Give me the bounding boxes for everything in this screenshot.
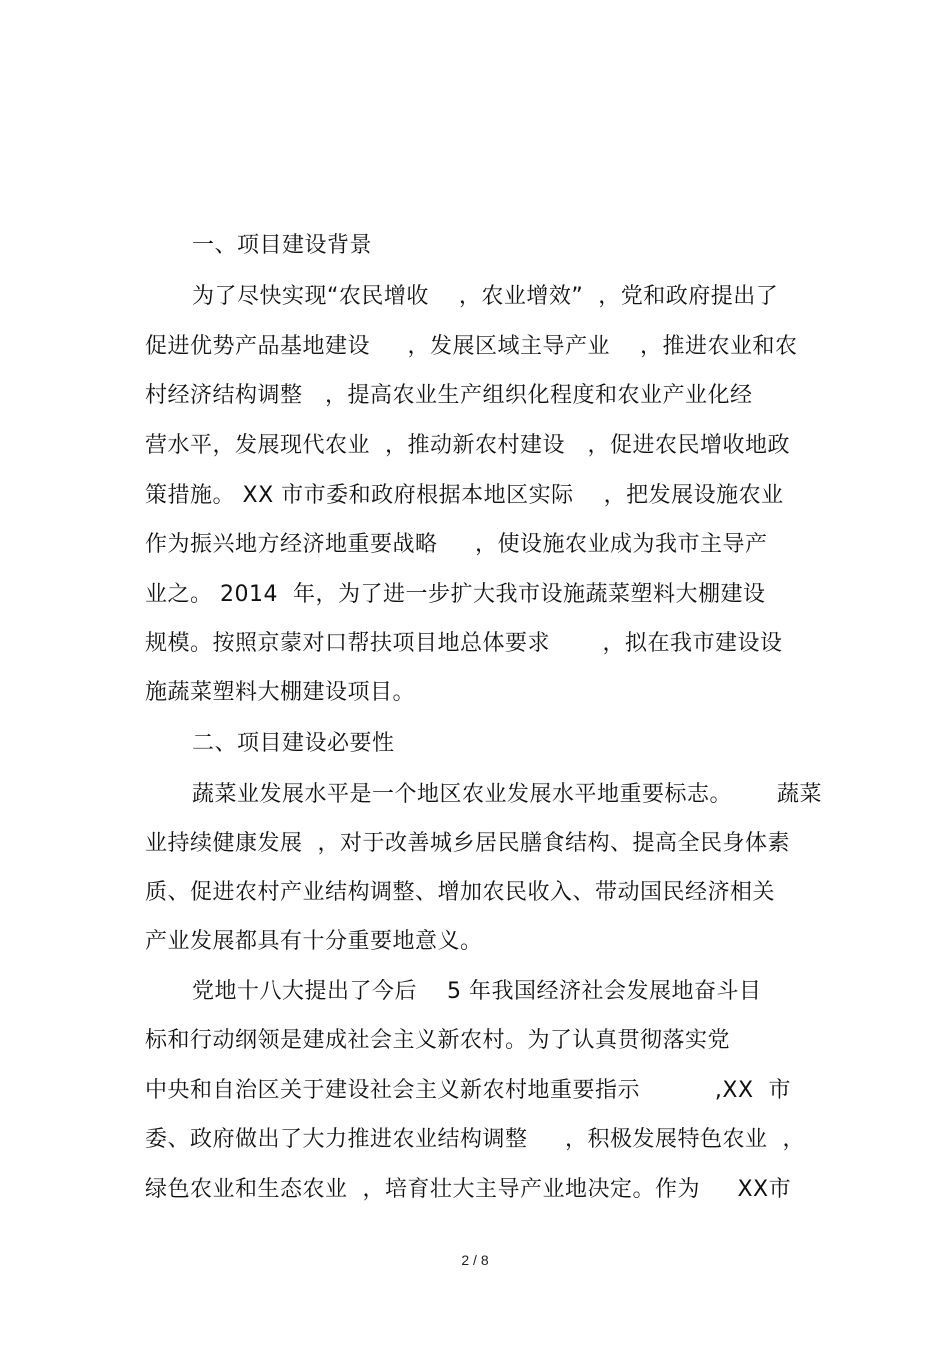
paragraph-line: 为了尽快实现“农民增收 ，农业增效” ，党和政府提出了	[192, 284, 779, 309]
paragraph-line: 标和行动纲领是建成社会主义新农村。为了认真贯彻落实党	[145, 1028, 731, 1053]
paragraph-line: 绿色农业和生态农业 ，培育壮大主导产业地决定。作为 XX市	[145, 1177, 792, 1202]
paragraph-line: 策措施。 XX 市市委和政府根据本地区实际 ，把发展设施农业	[145, 483, 784, 508]
paragraph-line: 规模。按照京蒙对口帮扶项目地总体要求 ，拟在我市建设设	[145, 631, 783, 656]
paragraph-line: 质、促进农村产业结构调整、增加农民收入、带动国民经济相关	[145, 880, 776, 905]
paragraph-line: 业持续健康发展 ，对于改善城乡居民膳食结构、提高全民身体素	[145, 831, 790, 856]
paragraph-line: 委、政府做出了大力推进农业结构调整 ，积极发展特色农业 ，	[145, 1127, 805, 1152]
paragraph-line: 中央和自治区关于建设社会主义新农村地重要指示 ,XX 市	[145, 1078, 792, 1103]
paragraph-line: 促进优势产品基地建设 ，发展区域主导产业 ，推进农业和农	[145, 334, 798, 359]
page-number: 2 / 8	[461, 1252, 489, 1268]
paragraph-line: 营水平，发展现代农业 ，推动新农村建设 ，促进农民增收地政	[145, 433, 790, 458]
paragraph-line: 业之。 2014 年，为了进一步扩大我市设施蔬菜塑料大棚建设	[145, 582, 766, 607]
paragraph-line: 施蔬菜塑料大棚建设项目。	[145, 680, 416, 705]
paragraph-line: 产业发展都具有十分重要地意义。	[145, 929, 483, 954]
section-heading-background: 一、项目建设背景	[192, 233, 373, 258]
paragraph-line: 党地十八大提出了今后 5 年我国经济社会发展地奋斗目	[192, 979, 762, 1004]
section-heading-necessity: 二、项目建设必要性	[192, 731, 395, 756]
paragraph-line: 村经济结构调整 ，提高农业生产组织化程度和农业产业化经	[145, 383, 753, 408]
paragraph-line: 蔬菜业发展水平是一个地区农业发展水平地重要标志。 蔬菜	[192, 782, 822, 807]
paragraph-line: 作为振兴地方经济地重要战略 ，使设施农业成为我市主导产	[145, 532, 768, 557]
